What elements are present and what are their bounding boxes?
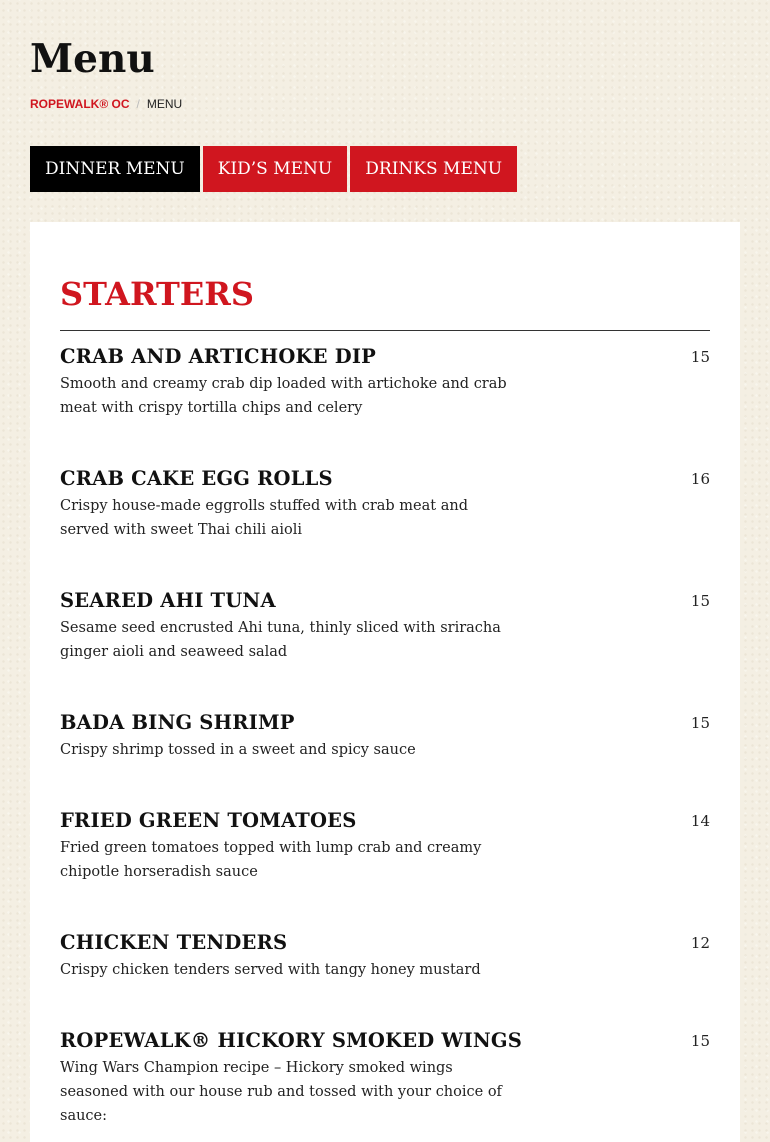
- tab-drinks-menu[interactable]: DRINKS MENU: [350, 146, 517, 192]
- menu-item: [60, 1028, 710, 1128]
- menu-item-description: Crispy shrimp tossed in a sweet and spicy sauce: [60, 742, 416, 758]
- menu-item-price: 16: [690, 470, 710, 488]
- menu-item-description: Sesame seed encrusted Ahi tuna, thinly sliced with sriracha ginger aioli and seaweed salad: [60, 620, 501, 660]
- menu-item-description: Crispy chicken tenders served with tangy honey mustard: [60, 962, 481, 978]
- breadcrumb-current: MENU: [146, 97, 183, 111]
- menu-item-description: Smooth and creamy crab dip loaded with artichoke and crab meat with crispy tortilla chips and celery: [60, 376, 507, 416]
- tab-dinner-menu[interactable]: DINNER MENU: [30, 146, 200, 192]
- menu-item-price: 15: [690, 714, 710, 732]
- breadcrumb: [30, 96, 182, 112]
- menu-item-name: ROPEWALK® HICKORY SMOKED WINGS: [60, 1029, 522, 1052]
- menu-panel: [30, 222, 740, 1142]
- menu-item: [60, 930, 710, 1028]
- menu-item: [60, 466, 710, 588]
- menu-item-price: 15: [690, 348, 710, 366]
- menu-item-name: CRAB AND ARTICHOKE DIP: [60, 345, 377, 368]
- breadcrumb-separator: /: [136, 97, 140, 111]
- menu-item-description: Wing Wars Champion recipe – Hickory smoked wings seasoned with our house rub and tossed with your choice of sauce:: [60, 1060, 502, 1124]
- menu-item-name: FRIED GREEN TOMATOES: [60, 809, 357, 832]
- menu-item-name: BADA BING SHRIMP: [60, 711, 295, 734]
- menu-item-name: SEARED AHI TUNA: [60, 589, 276, 612]
- menu-item-price: 14: [690, 812, 710, 830]
- menu-item: [60, 344, 710, 466]
- section-divider: [60, 330, 710, 331]
- breadcrumb-home-link[interactable]: ROPEWALK® OC: [30, 97, 130, 111]
- menu-item-description: Fried green tomatoes topped with lump crab and creamy chipotle horseradish sauce: [60, 840, 482, 880]
- tab-kids-menu[interactable]: KID’S MENU: [203, 146, 348, 192]
- menu-item-price: 12: [690, 934, 710, 952]
- menu-item-name: CHICKEN TENDERS: [60, 931, 288, 954]
- menu-item-description: Crispy house-made eggrolls stuffed with crab meat and served with sweet Thai chili aioli: [60, 498, 468, 538]
- menu-item: [60, 710, 710, 808]
- menu-item: [60, 808, 710, 930]
- menu-item-name: CRAB CAKE EGG ROLLS: [60, 467, 333, 490]
- menu-tabs: [30, 146, 517, 192]
- menu-item-list: [60, 344, 710, 1128]
- page-title: Menu: [30, 36, 155, 82]
- menu-item-price: 15: [690, 1032, 710, 1050]
- section-title-starters: STARTERS: [60, 275, 254, 313]
- menu-item-price: 15: [690, 592, 710, 610]
- menu-item: [60, 588, 710, 710]
